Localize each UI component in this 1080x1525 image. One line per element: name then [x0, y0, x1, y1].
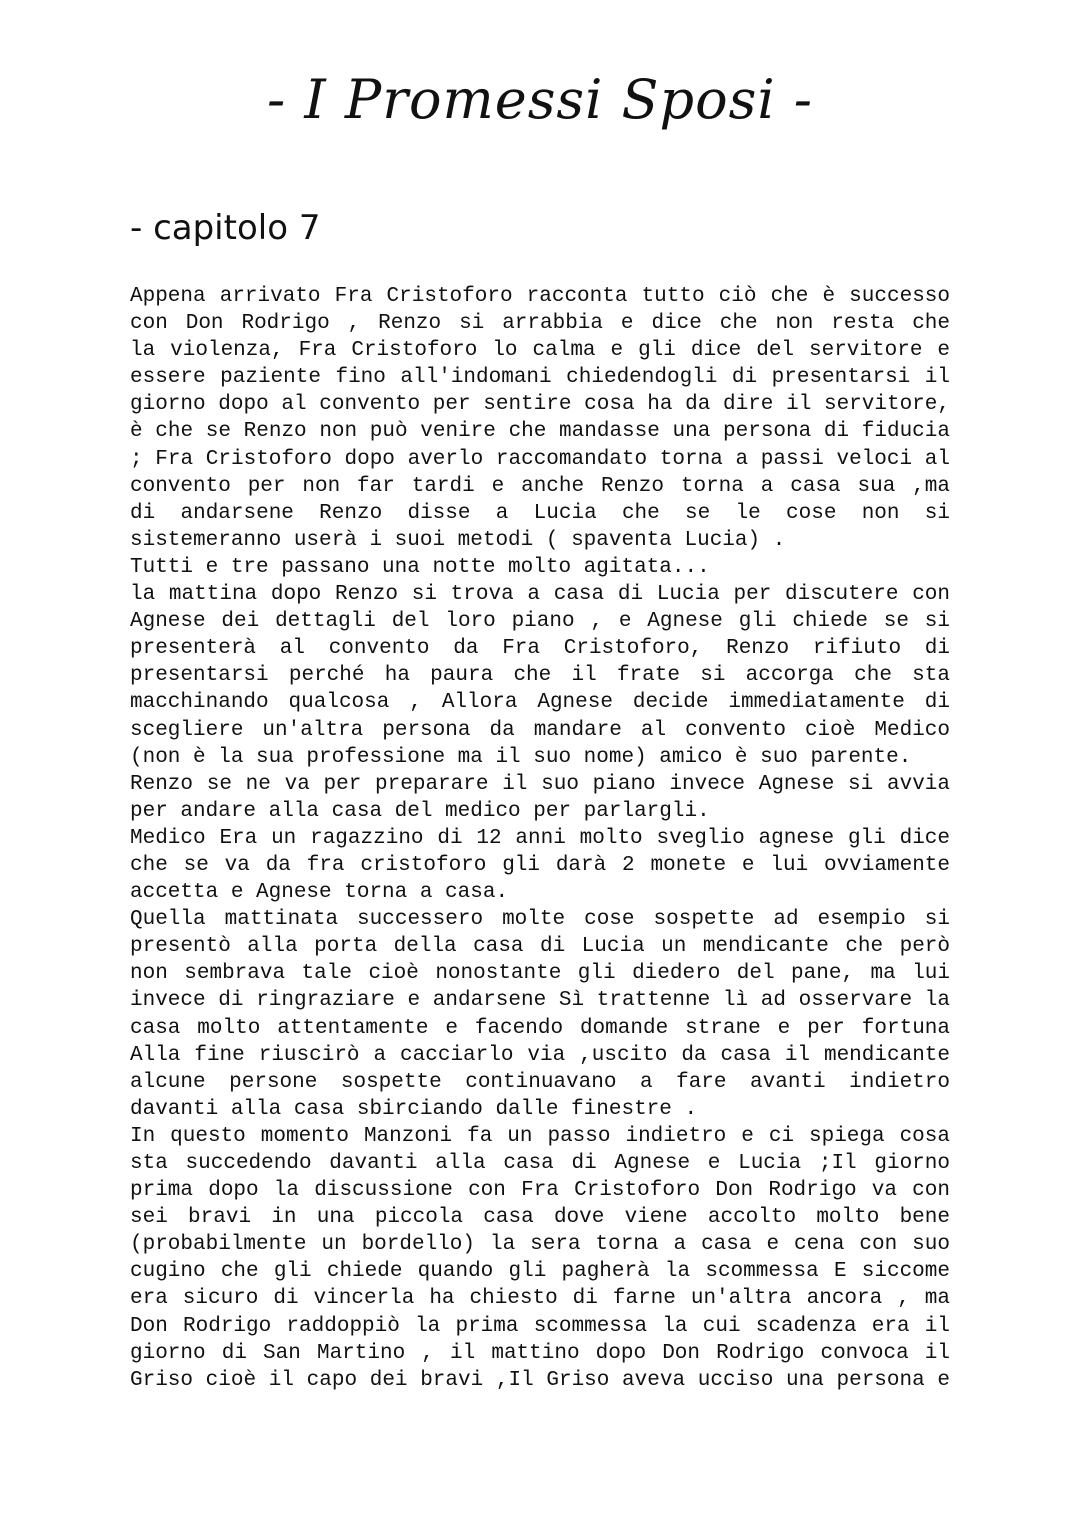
text-line: di andarsene Renzo disse a Lucia che se le cose non si [130, 501, 950, 525]
text-line: la violenza, Fra Cristoforo lo calma e gli dice del servitore e [130, 339, 950, 363]
text-line: In questo momento Manzoni fa un passo indietro e ci spiega cosa [130, 1124, 950, 1148]
text-line: cugino che gli chiede quando gli pagherà la scommessa E siccome [130, 1260, 950, 1284]
text-line: non sembrava tale cioè nonostante gli diedero del pane, ma lui [130, 962, 950, 986]
text-line: Appena arrivato Fra Cristoforo racconta tutto ciò che è successo [130, 285, 950, 308]
text-line: giorno dopo al convento per sentire cosa ha da dire il servitore, [130, 393, 950, 417]
text-line: è che se Renzo non può venire che mandasse una persona di fiducia [130, 420, 950, 444]
text-line: presentarsi perché ha paura che il frate si accorga che sta [130, 664, 950, 688]
text-line: Agnese dei dettagli del loro piano , e Agnese gli chiede se si [130, 610, 950, 634]
text-line: Quella mattinata successero molte cose sospette ad esempio si [130, 908, 950, 932]
text-line: presentò alla porta della casa di Lucia un mendicante che però [130, 935, 950, 959]
text-line: che se va da fra cristoforo gli darà 2 monete e lui ovviamente [130, 853, 950, 877]
text-line: la mattina dopo Renzo si trova a casa di Lucia per discutere con [130, 583, 950, 607]
chapter-heading: - capitolo 7 [130, 208, 321, 248]
text-line: Griso cioè il capo dei bravi ,Il Griso aveva ucciso una persona e [130, 1368, 950, 1392]
text-line: Don Rodrigo raddoppiò la prima scommessa la cui scadenza era il [130, 1314, 950, 1338]
text-line: scegliere un'altra persona da mandare al convento cioè Medico [130, 718, 950, 742]
text-line: Medico Era un ragazzino di 12 anni molto sveglio agnese gli dice [130, 826, 950, 850]
text-line: sei bravi in una piccola casa dove viene accolto molto bene [130, 1206, 950, 1230]
text-line: Alla fine riuscirò a cacciarlo via ,uscito da casa il mendicante [130, 1043, 950, 1067]
text-line: (probabilmente un bordello) la sera torna a casa e cena con suo [130, 1233, 950, 1257]
text-line: essere paziente fino all'indomani chiedendogli di presentarsi il [130, 366, 950, 390]
body-text [130, 283, 950, 1394]
text-line: sistemeranno userà i suoi metodi ( spaventa Lucia) . [130, 528, 786, 552]
text-line: sta succedendo davanti alla casa di Agnese e Lucia ;Il giorno [130, 1152, 950, 1175]
text-line: accetta e Agnese torna a casa. [130, 881, 509, 905]
text-line: per andare alla casa del medico per parlargli. [130, 799, 710, 823]
text-line: casa molto attentamente e facendo domande strane e per fortuna [130, 1016, 950, 1040]
text-line: alcune persone sospette continuavano a fare avanti indietro [130, 1070, 950, 1094]
text-line: macchinando qualcosa , Allora Agnese decide immediatamente di [130, 691, 950, 715]
document-title: - I Promessi Sposi - [266, 68, 814, 131]
text-line: convento per non far tardi e anche Renzo torna a casa sua ,ma [130, 474, 950, 498]
text-line: era sicuro di vincerla ha chiesto di farne un'altra ancora , ma [130, 1287, 950, 1311]
text-line: giorno di San Martino , il mattino dopo Don Rodrigo convoca il [130, 1341, 950, 1365]
text-line: prima dopo la discussione con Fra Cristoforo Don Rodrigo va con [130, 1179, 950, 1203]
text-line: davanti alla casa sbirciando dalle finestre . [130, 1097, 698, 1121]
text-line: ; Fra Cristoforo dopo averlo raccomandato torna a passi veloci al [130, 447, 950, 471]
text-line: con Don Rodrigo , Renzo si arrabbia e dice che non resta che [130, 312, 950, 336]
text-line: Renzo se ne va per preparare il suo piano invece Agnese si avvia [130, 772, 950, 796]
text-line: Tutti e tre passano una notte molto agitata... [130, 555, 710, 579]
text-line: (non è la sua professione ma il suo nome) amico è suo parente. [130, 745, 912, 769]
text-line: presenterà al convento da Fra Cristoforo, Renzo rifiuto di [130, 637, 950, 661]
text-line: invece di ringraziare e andarsene Sì trattenne lì ad osservare la [130, 989, 950, 1013]
